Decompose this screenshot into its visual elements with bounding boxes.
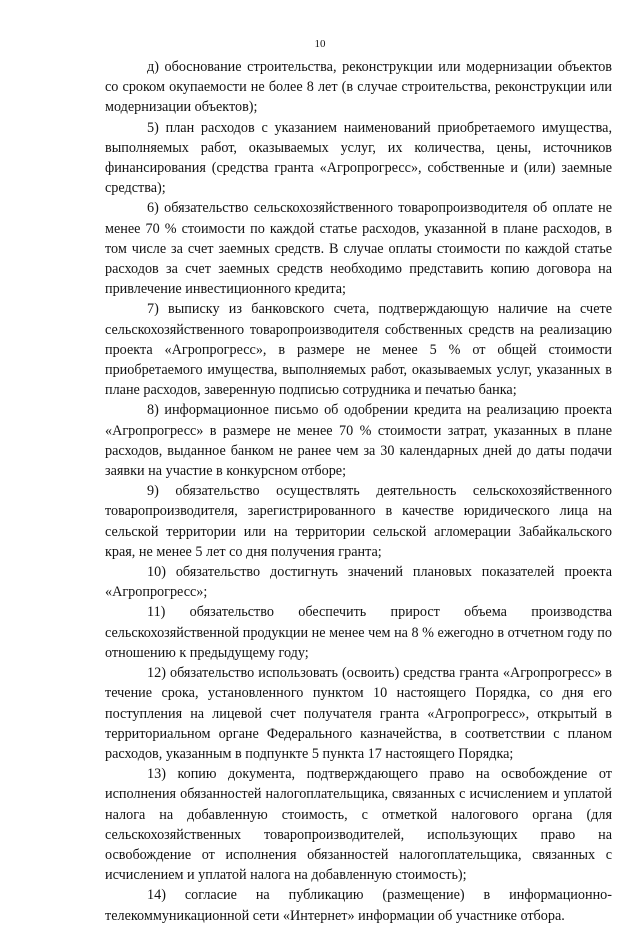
paragraph-8: 8) информационное письмо об одобрении кредита на реализацию проекта «Агропрогресс» в размере не менее 70 % стоимости затрат, указанных в плане расходов, выданное банком не ранее чем за 30 календарных дней до даты подачи заявки на участие в конкурсном отборе; (105, 402, 612, 480)
paragraph-9: 9) обязательство осуществлять деятельность сельскохозяйственного товаропроизводителя, зарегистрированного в качестве юридического лица на сельской территории или на территории сельской агломерации Забайкальского края, не менее 5 лет со дня получения гранта; (105, 483, 612, 560)
paragraph-d: д) обоснование строительства, реконструкции или модернизации объектов со сроком окупаемости не более 8 лет (в случае строительства, реконструкции или модернизации объектов); (105, 59, 612, 116)
paragraph-7: 7) выписку из банковского счета, подтверждающую наличие на счете сельскохозяйственного товаропроизводителя собственных средств на реализацию проекта «Агропрогресс», в размере не менее 5 % от общей стоимости приобретаемого имущества, выполняемых работ, оказываемых услуг, указанных в плане расходов, заверенную подписью сотрудника и печатью банка; (105, 301, 612, 399)
paragraph-5: 5) план расходов с указанием наименований приобретаемого имущества, выполняемых работ, оказываемых услуг, их количества, цены, источников финансирования (средства гранта «Агропрогресс», собственные и (или) заемные средства); (105, 119, 612, 197)
paragraph-13: 13) копию документа, подтверждающего право на освобождение от исполнения обязанностей налогоплательщика, связанных с исчислением и уплатой налога на добавленную стоимость, с отметкой налогового органа (для сельскохозяйственных товаропроизводителей, использующих право на освобождение от исполнения обязанностей налогоплательщика, связанных с исчислением и уплатой налога на добавленную стоимость); (105, 766, 612, 884)
paragraph-14: 14) согласие на публикацию (размещение) в информационно-телекоммуникационной сети «Интернет» информации об участнике отбора. (105, 887, 612, 924)
paragraph-10: 10) обязательство достигнуть значений плановых показателей проекта «Агропрогресс»; (105, 564, 612, 601)
paragraph-6: 6) обязательство сельскохозяйственного товаропроизводителя об оплате не менее 70 % стоимости по каждой статье расходов, указанной в плане расходов, в том числе за счет заемных средств. В случае оплаты стоимости по каждой статье расходов за счет заемных средств необходимо представить копию договора на привлечение инвестиционного кредита; (105, 200, 612, 298)
page-number: 10 (314, 38, 326, 50)
paragraph-12: 12) обязательство использовать (освоить) средства гранта «Агропрогресс» в течение срока, установленного пунктом 10 настоящего Порядка, со дня его поступления на лицевой счет получателя гранта «Агропрогресс», открытый в территориальном органе Федерального казначейства, в соответствии с планом расходов, указанным в подпункте 5 пункта 17 настоящего Порядка; (105, 665, 612, 762)
document-body (105, 57, 612, 926)
paragraph-11: 11) обязательство обеспечить прирост объема производства сельскохозяйственной продукции не менее чем на 8 % ежегодно в отчетном году по отношению к предыдущему году; (105, 604, 612, 661)
